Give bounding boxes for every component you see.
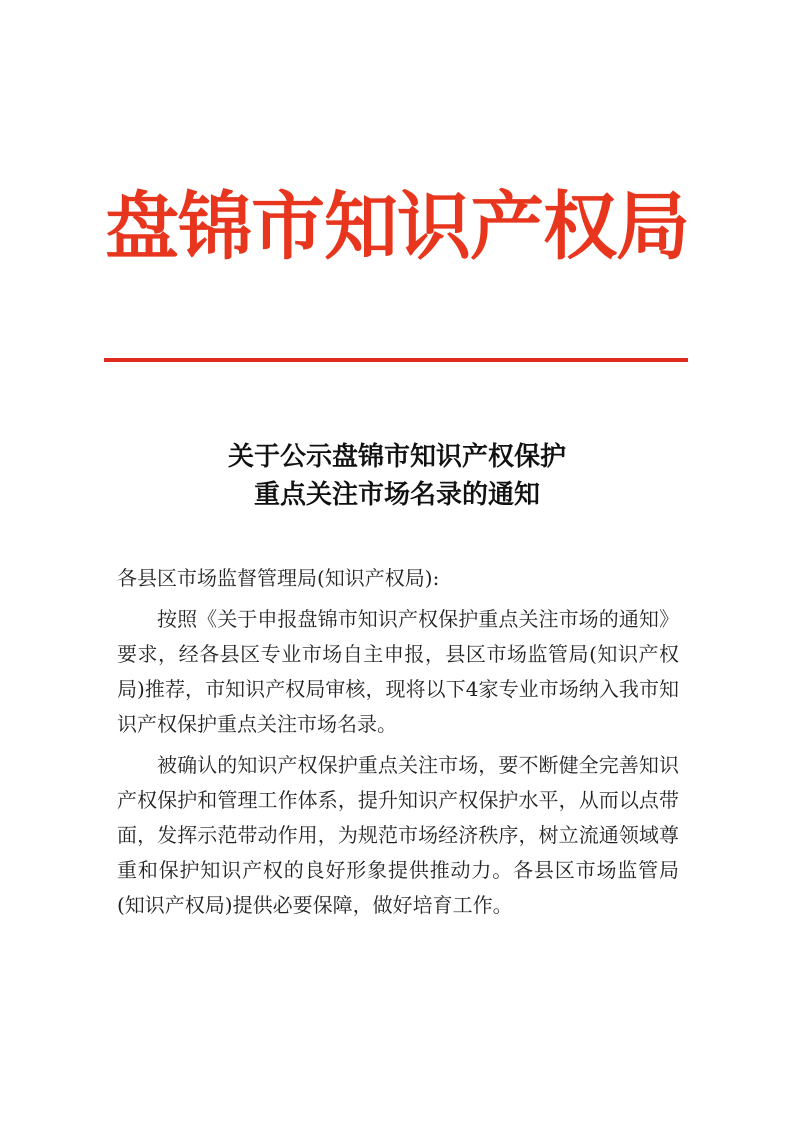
salutation: 各县区市场监督管理局(知识产权局): <box>117 566 440 590</box>
document-title-line-1: 关于公示盘锦市知识产权保护 <box>227 442 566 472</box>
body-paragraph: 被确认的知识产权保护重点关注市场，要不断健全完善知识产权保护和管理工作体系，提升知识产权保护水平，从而以点带面，发挥示范带动作用，为规范市场经济秩序，树立流通领域尊重和保护知识产权的良好形象提供推动力。各县区市场监管局(知识产权局)提供必要保障，做好培育工作。 <box>117 753 679 917</box>
document-title <box>0 438 794 514</box>
document-title-line-2: 重点关注市场名录的通知 <box>253 480 540 510</box>
letterhead-red-rule <box>104 358 688 362</box>
body-paragraph: 按照《关于申报盘锦市知识产权保护重点关注市场的通知》要求，经各县区专业市场自主申报，县区市场监管局(知识产权局)推荐，市知识产权局审核，现将以下4家专业市场纳入我市知识产权保护重点关注市场名录。 <box>117 607 679 736</box>
document-body <box>117 561 679 929</box>
letterhead-org-name: 盘锦市知识产权局 <box>105 184 689 270</box>
